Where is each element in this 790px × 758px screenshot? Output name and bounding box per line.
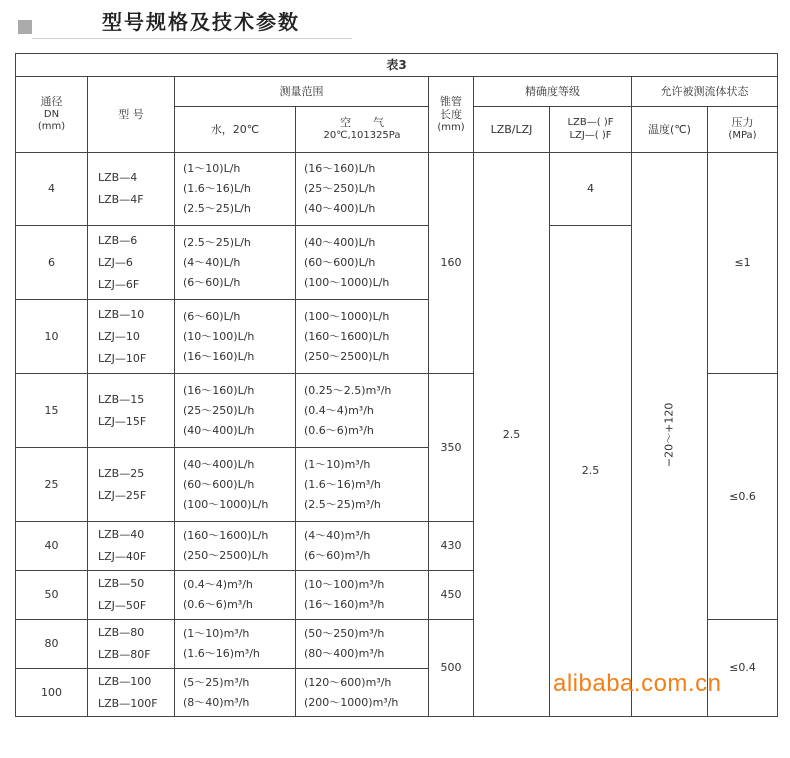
dn-cell: 80 [16, 620, 88, 669]
header-model: 型 号 [88, 77, 175, 153]
length-cell: 450 [429, 571, 474, 620]
model-cell: LZB—100 LZB—100F [88, 669, 175, 717]
page-title: 型号规格及技术参数 [102, 10, 300, 34]
header-length: 锥管 长度 (mm) [429, 77, 474, 153]
header-underline [32, 38, 352, 39]
dn-cell: 50 [16, 571, 88, 620]
dn-cell: 4 [16, 153, 88, 226]
water-range-cell: (160～1600)L/h (250～2500)L/h [175, 522, 296, 571]
air-range-cell: (40～400)L/h (60～600)L/h (100～1000)L/h [296, 226, 429, 300]
model-cell: LZB—4 LZB—4F [88, 153, 175, 226]
accuracy-f-cell: 4 [550, 153, 632, 226]
table-caption: 表3 [16, 54, 778, 77]
header-pressure: 压力 (MPa) [708, 107, 778, 153]
table-row [16, 153, 778, 226]
header-air: 空 气 20℃,101325Pa [296, 107, 429, 153]
accuracy-f-cell: 2.5 [550, 226, 632, 717]
dn-cell: 10 [16, 300, 88, 374]
header-acc-f: LZB—( )F LZJ—( )F [550, 107, 632, 153]
air-range-cell: (1～10)m³/h (1.6～16)m³/h (2.5～25)m³/h [296, 448, 429, 522]
dn-cell: 6 [16, 226, 88, 300]
water-range-cell: (1～10)m³/h (1.6～16)m³/h [175, 620, 296, 669]
water-range-cell: (0.4～4)m³/h (0.6～6)m³/h [175, 571, 296, 620]
pressure-cell: ≤1 [708, 153, 778, 374]
air-range-cell: (0.25～2.5)m³/h (0.4～4)m³/h (0.6～6)m³/h [296, 374, 429, 448]
model-cell: LZB—80 LZB—80F [88, 620, 175, 669]
air-range-cell: (4～40)m³/h (6～60)m³/h [296, 522, 429, 571]
temperature-cell: −20～+120 [632, 153, 708, 717]
header-accuracy: 精确度等级 [474, 77, 632, 107]
dn-cell: 25 [16, 448, 88, 522]
water-range-cell: (1～10)L/h (1.6～16)L/h (2.5～25)L/h [175, 153, 296, 226]
accuracy-lzb-lzj-cell: 2.5 [474, 153, 550, 717]
model-cell: LZB—15 LZJ—15F [88, 374, 175, 448]
air-range-cell: (50～250)m³/h (80～400)m³/h [296, 620, 429, 669]
model-cell: LZB—10 LZJ—10 LZJ—10F [88, 300, 175, 374]
dn-cell: 40 [16, 522, 88, 571]
pressure-cell: ≤0.4 [708, 620, 778, 717]
dn-cell: 15 [16, 374, 88, 448]
dn-cell: 100 [16, 669, 88, 717]
water-range-cell: (16～160)L/h (25～250)L/h (40～400)L/h [175, 374, 296, 448]
watermark: alibaba.com.cn [553, 670, 722, 697]
header-square-icon [18, 20, 32, 34]
header-dn: 通径 DN (mm) [16, 77, 88, 153]
air-range-cell: (120～600)m³/h (200～1000)m³/h [296, 669, 429, 717]
header-water: 水，20℃ [175, 107, 296, 153]
water-range-cell: (40～400)L/h (60～600)L/h (100～1000)L/h [175, 448, 296, 522]
header-fluid: 允许被测流体状态 [632, 77, 778, 107]
header-range: 测量范围 [175, 77, 429, 107]
length-cell: 430 [429, 522, 474, 571]
model-cell: LZB—40 LZJ—40F [88, 522, 175, 571]
air-range-cell: (16～160)L/h (25～250)L/h (40～400)L/h [296, 153, 429, 226]
air-range-cell: (10～100)m³/h (16～160)m³/h [296, 571, 429, 620]
header-temp: 温度(℃) [632, 107, 708, 153]
water-range-cell: (2.5～25)L/h (4～40)L/h (6～60)L/h [175, 226, 296, 300]
model-cell: LZB—50 LZJ—50F [88, 571, 175, 620]
model-cell: LZB—25 LZJ—25F [88, 448, 175, 522]
length-cell: 160 [429, 153, 474, 374]
length-cell: 350 [429, 374, 474, 522]
header-acc-lzb-lzj: LZB/LZJ [474, 107, 550, 153]
water-range-cell: (5～25)m³/h (8～40)m³/h [175, 669, 296, 717]
water-range-cell: (6～60)L/h (10～100)L/h (16～160)L/h [175, 300, 296, 374]
pressure-cell: ≤0.6 [708, 374, 778, 620]
section-header [18, 6, 328, 34]
spec-table [15, 53, 778, 717]
length-cell: 500 [429, 620, 474, 717]
model-cell: LZB—6 LZJ—6 LZJ—6F [88, 226, 175, 300]
air-range-cell: (100～1000)L/h (160～1600)L/h (250～2500)L/h [296, 300, 429, 374]
